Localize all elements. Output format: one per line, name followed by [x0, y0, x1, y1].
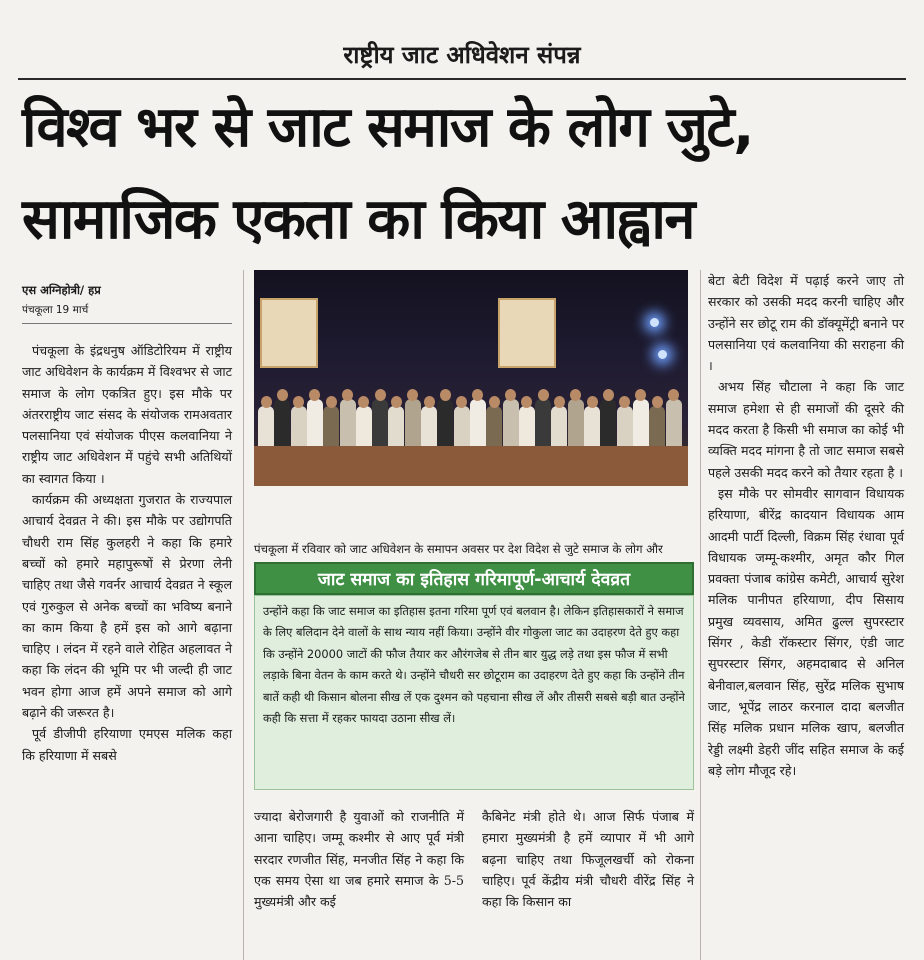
crowd-person-head: [587, 396, 598, 408]
column-3-para: कैबिनेट मंत्री होते थे। आज सिर्फ पंजाब में हमारा मुख्यमंत्री है हमें व्यापार में भी आगे बढ़ना चाहिए तथा फिजूलखर्ची को रोकना चाहिए। पूर्व केंद्रीय मंत्री चौधरी वीरेंद्र सिंह ने कहा कि किसान का: [482, 809, 694, 910]
crowd-person-head: [375, 389, 386, 401]
crowd-person-head: [619, 396, 630, 408]
column-1-para: पंचकूला के इंद्रधनुष ऑडिटोरियम में राष्ट्रीय जाट अधिवेशन के कार्यक्रम में विश्वभर से जाट समाज के लोग एकत्रित हुए। इस मौके पर अंतरराष्ट्रीय जाट संसद के संयोजक रामअवतार पलसानिया एवं संयोजक पीएस कलवानिया ने राष्ट्रीय जाट अधिवेशन में पहुंचे सभी अतिथियों का स्वागत किया ।: [22, 343, 232, 486]
crowd-person-head: [293, 396, 304, 408]
byline-rule: [22, 323, 232, 324]
stage-banner: [498, 298, 556, 368]
sidebar-box: [254, 595, 694, 790]
headline-line-2: सामाजिक एकता का किया आह्वान: [22, 187, 695, 252]
crowd-person-head: [489, 396, 500, 408]
sidebar-box-title: जाट समाज का इतिहास गरिमापूर्ण-आचार्य देवव्रत: [254, 562, 694, 595]
column-1-para: पूर्व डीजीपी हरियाणा एमएस मलिक कहा कि हरियाणा में सबसे: [22, 726, 232, 763]
kicker-rule: [18, 78, 906, 80]
column-4-para: अभय सिंह चौटाला ने कहा कि जाट समाज हमेशा से ही समाजों की दूसरे की मदद करता है किसी भी समाज का कोई भी व्यक्ति मदद मांगना है तो जाट समाज सबसे पहले उसकी मदद करने को तैयार रहता है ।: [708, 379, 904, 480]
stage-light: [658, 350, 667, 359]
crowd-person-head: [277, 389, 288, 401]
crowd-person-head: [440, 389, 451, 401]
stage-banner: [260, 298, 318, 368]
column-4: [708, 270, 904, 781]
column-2-para: ज्यादा बेरोजगारी है युवाओं को राजनीति में आना चाहिए। जम्मू कश्मीर से आए पूर्व मंत्री सरदार रणजीत सिंह, मनजीत सिंह ने कहा कि एक समय ऐसा था जब हमारे समाज के 5-5 मुख्यमंत्री और कई: [254, 809, 464, 910]
column-2: [254, 806, 464, 912]
column-3: [482, 806, 694, 912]
column-divider: [243, 270, 244, 960]
crowd-person-head: [538, 389, 549, 401]
crowd-person-head: [342, 389, 353, 401]
stage: [254, 446, 688, 486]
crowd-person-head: [668, 389, 679, 401]
kicker: राष्ट्रीय जाट अधिवेशन संपन्न: [343, 41, 581, 69]
column-1: [22, 340, 232, 766]
crowd-person-head: [261, 396, 272, 408]
crowd-person-head: [456, 396, 467, 408]
headline-line-1: विश्व भर से जाट समाज के लोग जुटे,: [22, 95, 753, 160]
column-divider: [700, 270, 701, 960]
photo-caption: पंचकूला में रविवार को जाट अधिवेशन के समापन अवसर पर देश विदेश से जुटे समाज के लोग और: [254, 542, 663, 556]
crowd-person-head: [424, 396, 435, 408]
column-4-para: बेटा बेटी विदेश में पढ़ाई करने जाए तो सरकार को उसकी मदद करनी चाहिए और उन्होंने सर छोटू राम की डॉक्यूमेंट्री बनाने पर पलसानिया एवं कलवानिया की सराहना की ।: [708, 273, 904, 374]
column-4-para: इस मौके पर सोमवीर सागवान विधायक हरियाणा, बीरेंद्र कादयान विधायक आम आदमी पार्टी दिल्ली, विक्रम सिंह रंधावा पूर्व विधायक जम्मू-कश्मीर, अमृत कौर गिल प्रवक्ता पंजाब कांग्रेस कमेटी, आचार्य सुरेश मलिक पानीपत हरियाणा, दीप सिसाय प्रमुख व्यवसाय, अमित ढुल्ल सुपरस्टार सिंगर , केडी रॉकस्टार सिंगर, एंडी जाट सुपरस्टार सिंगर, अहमदाबाद से अनिल बेनीवाल,बलवान सिंह, सुरेंद्र मलिक सुभाष जाट, भूपेंद्र लाठर करनाल दादा बलजीत सिंह मलिक प्रधान मलिक खाप, बलजीत रेड्डी लक्ष्मी डेहरी जींद सहित समाज के कई बड़े लोग मौजूद रहे।: [708, 485, 904, 778]
crowd-person-head: [554, 396, 565, 408]
crowd-person-head: [326, 396, 337, 408]
crowd-person-head: [652, 396, 663, 408]
crowd-person-head: [505, 389, 516, 401]
dateline: पंचकूला 19 मार्च: [22, 304, 89, 316]
event-photo: [254, 270, 688, 486]
column-1-para: कार्यक्रम की अध्यक्षता गुजरात के राज्यपाल आचार्य देवव्रत ने की। इस मौके पर उद्योगपति चौधरी राम सिंह कुलहरी ने कहा कि हमारे बच्चों को हमारे महापुरूषों से प्रेरणा लेनी चाहिए तथा जैसे गवर्नर आचार्य देवव्रत ने स्कूल एवं गुरुकुल से अनेक बच्चों का भविष्य बनाने का काम किया है हमें इस को आगे बढ़ाना चाहिए । लंदन में रहने वाले रोहित अहलावत ने कहा कि लंदन की भूमि पर भी जल्दी ही जाट भवन होगा आज हमें अपने समाज को आगे बढ़ाने की जरूरत है।: [22, 492, 232, 721]
crowd-person-head: [391, 396, 402, 408]
stage-light: [650, 318, 659, 327]
sidebar-box-text: उन्होंने कहा कि जाट समाज का इतिहास इतना गरिमा पूर्ण एवं बलवान है। लेकिन इतिहासकारों ने समाज के लिए बलिदान देने वालों के साथ न्याय नहीं किया। उन्होंने वीर गोकुला जाट का उदाहरण देते हुए कहा कि उन्होंने 20000 जाटों की फौज तैयार कर औरंगजेब से तीन बार युद्ध लड़े तथा इस फौज में सभी लड़ाके बिना वेतन के काम करते थे। उन्होंने चौधरी सर छोटूराम का उदाहरण देते हुए कहा कि उन्होंने तीन बातें कही थी किसान बोलना सीख लें एक दुश्मन को पहचाना सीख लें और तीसरी सबसे बड़ी बात उन्होंने कही कि सत्ता में रहकर फायदा उठाना सीख लें।: [263, 604, 685, 726]
byline: एस अग्निहोत्री/ हप्र: [22, 283, 101, 297]
crowd-person-head: [603, 389, 614, 401]
